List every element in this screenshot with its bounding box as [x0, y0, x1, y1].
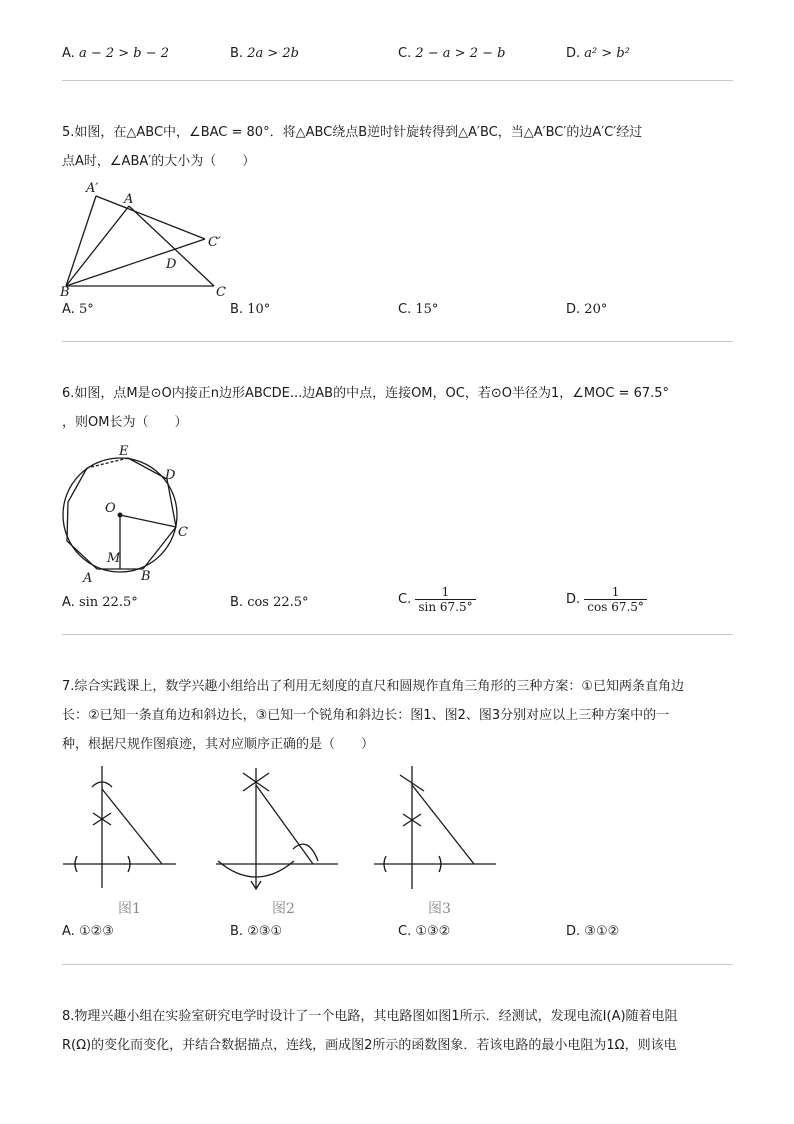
label-b: B — [60, 285, 70, 298]
figure-caption: 图2 — [272, 901, 295, 917]
fraction — [584, 585, 647, 614]
q6-stem-line2: ，则OM长为（ ） — [62, 415, 188, 430]
label-d: D — [166, 257, 177, 272]
label-a-prime: A′ — [86, 181, 99, 196]
option-text: 15° — [415, 302, 439, 317]
option-label: D. — [566, 924, 581, 939]
option-text: ②③① — [247, 924, 283, 939]
option-label: D. — [566, 592, 581, 607]
q7-stem-line1: 7.综合实践课上，数学兴趣小组给出了利用无刻度的直尺和圆规作直角三角形的三种方案：①已知两条直角边 — [62, 679, 685, 694]
q5-stem-line1: 5.如图，在△ABC中，∠BAC = 80°．将△ABC绕点B逆时针旋转得到△A′BC，当△A′BC′的边A′C′经过 — [62, 125, 643, 140]
option-label: A. — [62, 595, 75, 610]
option-label: D. — [566, 46, 581, 61]
segment-a1b — [66, 196, 96, 286]
option-text: 20° — [584, 302, 608, 317]
q7-figure-1 — [58, 763, 178, 921]
label-a: A — [83, 571, 93, 584]
figure-caption: 图3 — [428, 901, 451, 917]
option-label: D. — [566, 302, 581, 317]
q4-option-c[interactable] — [398, 46, 505, 61]
option-label: C. — [398, 592, 412, 607]
option-label: A. — [62, 302, 75, 317]
segment-oc — [120, 515, 176, 527]
q5-option-d[interactable] — [566, 302, 607, 317]
segment-a1c1 — [96, 196, 205, 239]
label-c: C — [216, 285, 226, 298]
option-text: cos 22.5° — [247, 595, 309, 610]
option-text: ①②③ — [78, 924, 114, 939]
option-text: 5° — [78, 302, 94, 317]
q4-option-d[interactable] — [566, 46, 630, 61]
divider — [62, 341, 733, 342]
label-a: A — [124, 192, 134, 207]
hypotenuse — [412, 785, 474, 864]
option-label: A. — [62, 46, 75, 61]
q7-figure-3 — [372, 763, 500, 921]
q7-option-d[interactable] — [566, 924, 619, 939]
option-label: B. — [230, 924, 244, 939]
q8-stem — [62, 1002, 742, 1060]
q6-option-a[interactable] — [62, 595, 138, 610]
q7-option-b[interactable] — [230, 924, 282, 939]
denominator: cos 67.5° — [587, 600, 644, 614]
numerator: 1 — [415, 585, 475, 600]
q6-stem — [62, 379, 742, 437]
divider — [62, 964, 733, 965]
label-c: C — [178, 525, 188, 540]
option-label: C. — [398, 924, 412, 939]
hypotenuse — [102, 789, 162, 864]
q7-option-c[interactable] — [398, 924, 450, 939]
option-text: 2 − a > 2 − b — [415, 46, 506, 61]
fraction — [415, 585, 475, 614]
option-text: a² > b² — [584, 46, 630, 61]
option-label: B. — [230, 46, 244, 61]
q6-option-c[interactable] — [398, 585, 476, 614]
q5-figure — [58, 176, 248, 298]
q7-figure-2 — [210, 763, 342, 921]
q4-option-b[interactable] — [230, 46, 299, 61]
option-label: B. — [230, 302, 244, 317]
numerator: 1 — [584, 585, 647, 600]
q6-option-b[interactable] — [230, 595, 309, 610]
q7-stem — [62, 672, 742, 759]
q6-stem-line1: 6.如图，点M是⊙O内接正n边形ABCDE...边AB的中点，连接OM，OC，若⊙O半径为1，∠MOC = 67.5° — [62, 386, 670, 401]
q6-figure — [56, 440, 196, 584]
label-e: E — [119, 444, 129, 459]
label-o: O — [105, 501, 116, 516]
figure-caption: 图1 — [118, 901, 141, 917]
option-label: B. — [230, 595, 244, 610]
q5-option-b[interactable] — [230, 302, 270, 317]
option-label: A. — [62, 924, 75, 939]
label-d: D — [165, 468, 176, 483]
center-point — [118, 513, 123, 518]
option-label: C. — [398, 302, 412, 317]
option-text: ①③② — [415, 924, 451, 939]
q7-stem-line2: 长：②已知一条直角边和斜边长，③已知一个锐角和斜边长：图1、图2、图3分别对应以上三种方案中的一 — [62, 708, 670, 723]
option-text: sin 22.5° — [78, 595, 138, 610]
q8-stem-line2: R(Ω)的变化而变化，并结合数据描点，连线，画成图2所示的函数图象．若该电路的最小电阻为1Ω，则该电 — [62, 1038, 677, 1053]
q7-stem-line3: 种，根据尺规作图痕迹，其对应顺序正确的是（ ） — [62, 737, 375, 752]
q5-option-a[interactable] — [62, 302, 94, 317]
q7-option-a[interactable] — [62, 924, 114, 939]
q4-option-a[interactable] — [62, 46, 169, 61]
label-b: B — [141, 569, 151, 584]
denominator: sin 67.5° — [418, 600, 473, 614]
q5-stem-line2: 点A时，∠ABA′的大小为（ ） — [62, 154, 256, 169]
segment-bc1 — [66, 239, 205, 286]
label-c-prime: C′ — [208, 235, 221, 250]
option-text: 10° — [247, 302, 271, 317]
option-label: C. — [398, 46, 412, 61]
option-text: a − 2 > b − 2 — [78, 46, 170, 61]
q5-stem — [62, 118, 742, 176]
divider — [62, 80, 733, 81]
divider — [62, 634, 733, 635]
hypotenuse — [256, 785, 313, 864]
option-text: 2a > 2b — [247, 46, 299, 61]
segment-ac — [129, 206, 214, 286]
label-m: M — [107, 551, 121, 566]
q6-option-d[interactable] — [566, 585, 647, 614]
q5-option-c[interactable] — [398, 302, 438, 317]
q8-stem-line1: 8.物理兴趣小组在实验室研究电学时设计了一个电路，其电路图如图1所示．经测试，发现电流I(A)随着电阻 — [62, 1009, 678, 1024]
option-text: ③①② — [584, 924, 620, 939]
segment-ba — [66, 206, 129, 286]
